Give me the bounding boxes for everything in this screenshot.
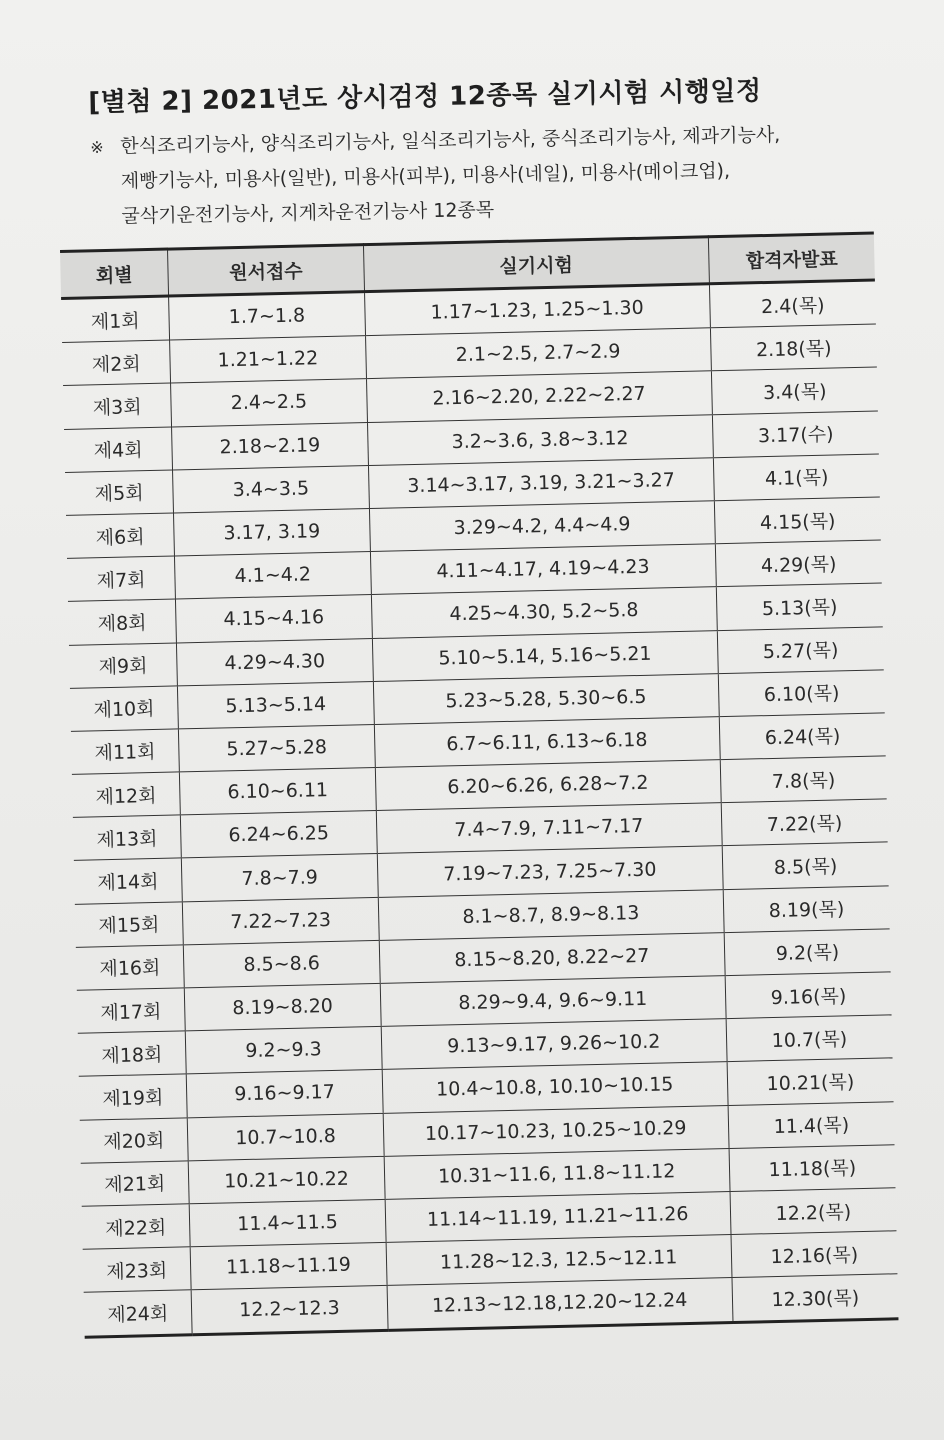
round-cell: 제9회 [69,642,178,688]
announcement-cell: 4.15(목) [714,497,881,544]
schedule-table-wrapper [60,232,898,1339]
schedule-table [60,232,898,1339]
exam-cell: 6.7~6.11, 6.13~6.18 [374,717,720,768]
round-cell: 제3회 [63,383,172,429]
application-cell: 10.7~10.8 [187,1113,383,1161]
exam-cell: 3.29~4.2, 4.4~4.9 [369,501,715,552]
round-cell: 제5회 [65,470,174,516]
application-cell: 1.7~1.8 [169,292,365,341]
exam-cell: 3.14~3.17, 3.19, 3.21~3.27 [368,457,714,508]
announcement-cell: 3.4(목) [711,367,878,414]
round-cell: 제4회 [64,427,173,473]
application-cell: 10.21~10.22 [188,1156,384,1204]
exam-cell: 2.1~2.5, 2.7~2.9 [365,328,711,379]
note-line-3: 굴삭기운전기능사, 지게차운전기능사 12종목 [121,198,495,228]
application-cell: 4.29~4.30 [177,638,373,686]
exam-cell: 2.16~2.20, 2.22~2.27 [366,371,712,422]
application-cell: 9.16~9.17 [186,1070,382,1118]
round-cell: 제21회 [81,1161,190,1207]
round-cell: 제20회 [80,1117,189,1163]
application-cell: 5.13~5.14 [178,681,374,729]
exam-cell: 3.2~3.6, 3.8~3.12 [367,414,713,465]
announcement-cell: 9.2(목) [724,929,891,976]
exam-cell: 8.15~8.20, 8.22~27 [379,932,725,983]
announcement-cell: 10.21(목) [727,1058,894,1105]
announcement-cell: 6.24(목) [719,713,886,760]
round-cell: 제18회 [78,1031,187,1077]
application-cell: 8.5~8.6 [184,940,380,988]
application-cell: 7.22~7.23 [183,897,379,945]
announcement-cell: 5.13(목) [716,583,883,630]
application-cell: 3.4~3.5 [173,465,369,513]
announcement-cell: 5.27(목) [717,626,884,673]
announcement-cell: 12.2(목) [730,1188,897,1235]
exam-cell: 7.19~7.23, 7.25~7.30 [377,846,723,897]
header-application: 원서접수 [168,245,364,296]
announcement-cell: 2.4(목) [709,280,876,328]
application-cell: 9.2~9.3 [185,1027,381,1075]
announcement-cell: 6.10(목) [718,670,885,717]
announcement-cell: 4.29(목) [715,540,882,587]
application-cell: 1.21~1.22 [170,336,366,384]
announcement-cell: 2.18(목) [710,324,877,371]
announcement-cell: 12.30(목) [732,1274,899,1322]
exam-cell: 10.31~11.6, 11.8~11.12 [384,1148,730,1199]
application-cell: 8.19~8.20 [184,983,380,1031]
exam-cell: 11.14~11.19, 11.21~11.26 [385,1191,731,1242]
announcement-cell: 11.4(목) [728,1101,895,1148]
reference-mark: ※ [90,137,104,157]
header-round: 회별 [60,249,169,298]
round-cell: 제17회 [77,988,186,1034]
note-text-1: 한식조리기능사, 양식조리기능사, 일식조리기능사, 중식조리기능사, 제과기능사, [120,123,781,158]
table-body [61,280,898,1337]
header-announcement: 합격자발표 [708,233,875,284]
announcement-cell: 10.7(목) [726,1015,893,1062]
round-cell: 제2회 [62,340,171,386]
announcement-cell: 3.17(수) [712,411,879,458]
exam-cell: 11.28~12.3, 12.5~12.11 [386,1235,732,1286]
exam-cell: 10.4~10.8, 10.10~10.15 [382,1062,728,1113]
announcement-cell: 7.8(목) [720,756,887,803]
round-cell: 제6회 [66,513,175,559]
announcement-cell: 8.19(목) [723,885,890,932]
application-cell: 4.15~4.16 [176,595,372,643]
round-cell: 제10회 [70,686,179,732]
round-cell: 제24회 [84,1290,193,1337]
exam-cell: 12.13~12.18,12.20~12.24 [387,1278,733,1330]
application-cell: 11.18~11.19 [190,1242,386,1290]
exam-cell: 4.25~4.30, 5.2~5.8 [371,587,717,638]
exam-cell: 7.4~7.9, 7.11~7.17 [376,803,722,854]
announcement-cell: 8.5(목) [722,842,889,889]
round-cell: 제8회 [68,599,177,645]
exam-cell: 4.11~4.17, 4.19~4.23 [370,544,716,595]
round-cell: 제14회 [74,858,183,904]
announcement-cell: 11.18(목) [729,1145,896,1192]
round-cell: 제7회 [67,556,176,602]
exam-cell: 10.17~10.23, 10.25~10.29 [383,1105,729,1156]
round-cell: 제19회 [79,1074,188,1120]
application-cell: 11.4~11.5 [189,1199,385,1247]
application-cell: 4.1~4.2 [175,552,371,600]
application-cell: 12.2~12.3 [191,1286,387,1335]
round-cell: 제12회 [72,772,181,818]
announcement-cell: 7.22(목) [721,799,888,846]
application-cell: 5.27~5.28 [179,724,375,772]
exam-cell: 5.23~5.28, 5.30~6.5 [373,673,719,724]
announcement-cell: 12.16(목) [731,1231,898,1278]
application-cell: 2.4~2.5 [171,379,367,427]
exam-cell: 5.10~5.14, 5.16~5.21 [372,630,718,681]
note-block [90,116,912,235]
exam-cell: 8.1~8.7, 8.9~8.13 [378,889,724,940]
note-line-2: 제빵기능사, 미용사(일반), 미용사(피부), 미용사(네일), 미용사(메이크업), [120,159,731,193]
announcement-cell: 4.1(목) [713,454,880,501]
round-cell: 제15회 [75,902,184,948]
application-cell: 6.24~6.25 [181,811,377,859]
announcement-cell: 9.16(목) [725,972,892,1019]
exam-cell: 9.13~9.17, 9.26~10.2 [381,1019,727,1070]
round-cell: 제11회 [71,729,180,775]
exam-cell: 1.17~1.23, 1.25~1.30 [364,284,710,336]
application-cell: 7.8~7.9 [182,854,378,902]
exam-cell: 8.29~9.4, 9.6~9.11 [380,976,726,1027]
round-cell: 제13회 [73,815,182,861]
exam-cell: 6.20~6.26, 6.28~7.2 [375,760,721,811]
application-cell: 3.17, 3.19 [174,508,370,556]
application-cell: 6.10~6.11 [180,768,376,816]
round-cell: 제22회 [82,1204,191,1250]
document-title: [별첨 2] 2021년도 상시검정 12종목 실기시험 시행일정 [88,76,762,118]
round-cell: 제23회 [83,1247,192,1293]
header-practical-exam: 실기시험 [363,237,709,292]
application-cell: 2.18~2.19 [172,422,368,470]
round-cell: 제1회 [61,296,170,343]
round-cell: 제16회 [76,945,185,991]
